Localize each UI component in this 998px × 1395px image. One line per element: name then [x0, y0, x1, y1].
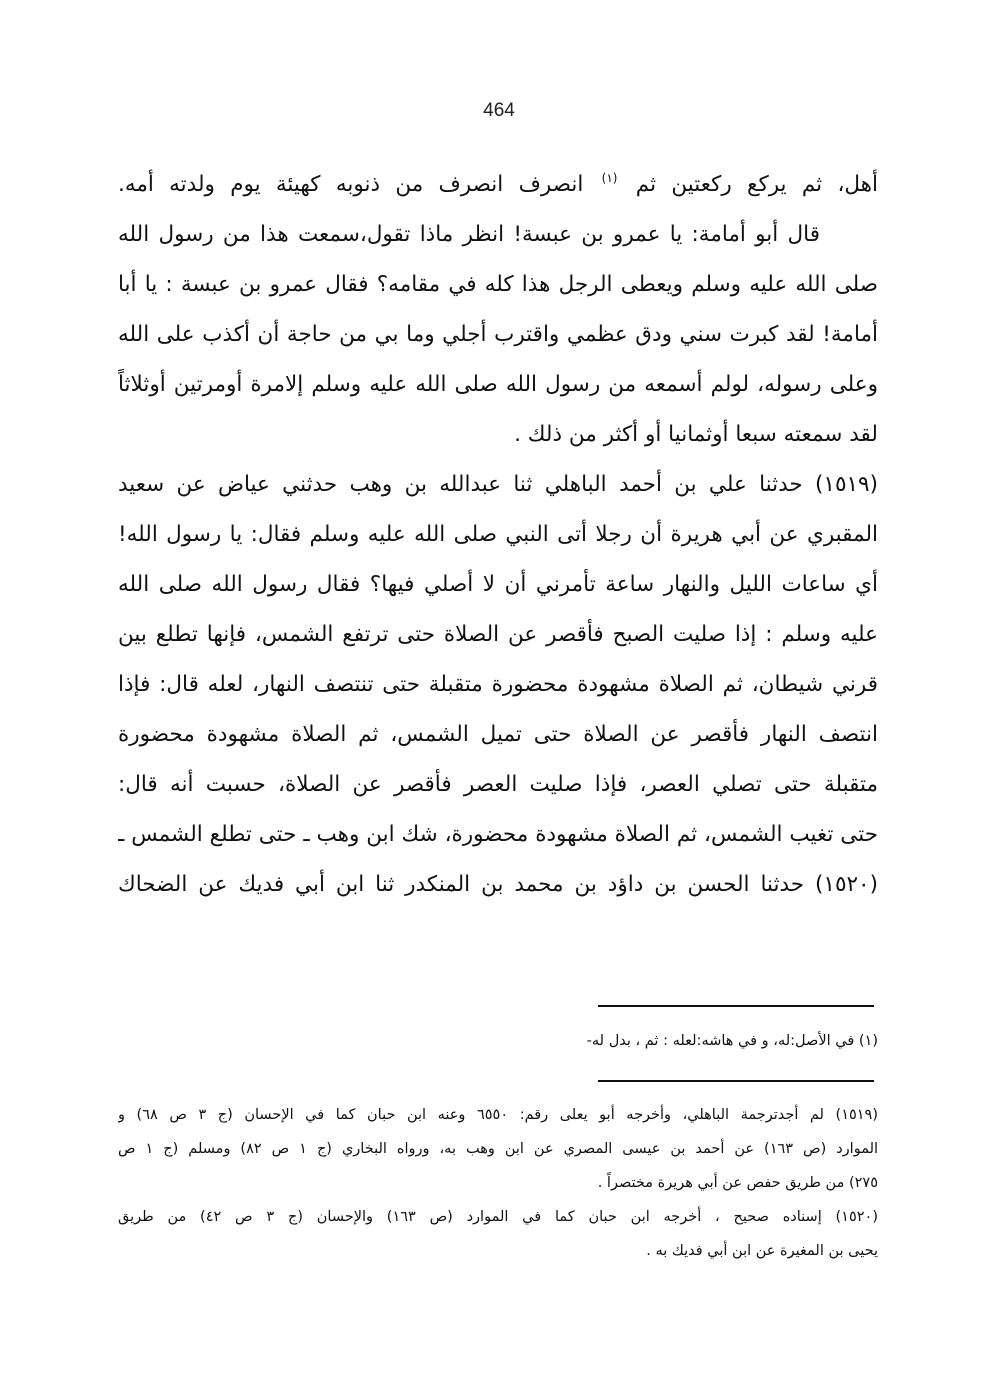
footnote-line: (١٥١٩) لم أجدترجمة الباهلي، وأخرجه أبو يعلى رقم: ٦٥٥٠ وعنه ابن حبان كما في الإحسان (ج ٣ ص ٦٨) و	[118, 1107, 878, 1123]
text-line: (١٥٢٠) حدثنا الحسن بن داؤد بن محمد بن المنكدر ثنا ابن أبي فديك عن الضحاك	[118, 872, 878, 897]
text-line: أمامة! لقد كبرت سني ودق عظمي واقترب أجلي وما بي من حاجة أن أكذب على الله	[118, 322, 878, 347]
page-number: 464	[483, 100, 515, 121]
footnote-reference[interactable]: (١)	[601, 171, 618, 185]
footnote-line: ٢٧٥) من طريق حفص عن أبي هريرة مختصراً .	[597, 1175, 878, 1191]
footnote-separator	[598, 1005, 874, 1007]
footnote-line: الموارد (ص ١٦٣) عن أحمد بن عيسى المصري عن ابن وهب به، ورواه البخاري (ج ١ ص ٨٢) ومسلم (ج ١ ص	[118, 1141, 878, 1157]
text-line: لقد سمعته سبعا أوثمانيا أو أكثر من ذلك .	[514, 422, 878, 447]
text-line: صلى الله عليه وسلم ويعطى الرجل هذا كله في مقامه؟ فقال عمرو بن عبسة : يا أبا	[118, 272, 878, 297]
text-line: قال أبو أمامة: يا عمرو بن عبسة! انظر ماذا تقول،سمعت هذا من رسول الله	[118, 222, 820, 247]
text-line: حتى تغيب الشمس، ثم الصلاة مشهودة محضورة، شك ابن وهب ـ حتى تطلع الشمس ـ	[118, 822, 878, 847]
line-text-before-footnote: أهل، ثم يركع ركعتين ثم	[635, 172, 878, 197]
text-line: أي ساعات الليل والنهار ساعة تأمرني أن لا أصلي فيها؟ فقال رسول الله صلى الله	[118, 572, 878, 597]
main-text	[118, 160, 878, 910]
text-line: عليه وسلم : إذا صليت الصبح فأقصر عن الصلاة حتى ترتفع الشمس، فإنها تطلع بين	[118, 622, 878, 647]
text-line: (١٥١٩) حدثنا علي بن أحمد الباهلي ثنا عبدالله بن وهب حدثني عياض عن سعيد	[118, 472, 878, 497]
footnote-line: (١) في الأصل:له، و في هاشه:لعله : ثم ، بدل له-	[586, 1033, 878, 1049]
text-line: متقبلة حتى تصلي العصر، فإذا صليت العصر فأقصر عن الصلاة، حسبت أنه قال:	[118, 772, 878, 797]
text-line: قرني شيطان، ثم الصلاة مشهودة محضورة متقبلة حتى تنتصف النهار، لعله قال: فإذا	[118, 672, 878, 697]
text-line	[118, 160, 878, 210]
footnotes-hadith	[118, 1098, 878, 1268]
footnote-separator	[598, 1080, 874, 1082]
footnote-line: يحيى بن المغيرة عن ابن أبي فديك به .	[646, 1243, 878, 1259]
footnote-line: (١٥٢٠) إسناده صحيح ، أخرجه ابن حبان كما في الموارد (ص ١٦٣) والإحسان (ج ٣ ص ٤٢) من طريق	[118, 1209, 878, 1225]
footnote-1	[118, 1026, 878, 1060]
text-line: المقبري عن أبي هريرة أن رجلا أتى النبي صلى الله عليه وسلم فقال: يا رسول الله!	[118, 522, 878, 547]
line-text-after-footnote: انصرف انصرف من ذنوبه كهيئة يوم ولدته أمه.	[118, 172, 584, 197]
text-line: انتصف النهار فأقصر عن الصلاة حتى تميل الشمس، ثم الصلاة مشهودة محضورة	[118, 722, 878, 747]
text-line: وعلى رسوله، لولم أسمعه من رسول الله صلى الله عليه وسلم إلامرة أومرتين أوثلاثاً	[118, 372, 878, 397]
